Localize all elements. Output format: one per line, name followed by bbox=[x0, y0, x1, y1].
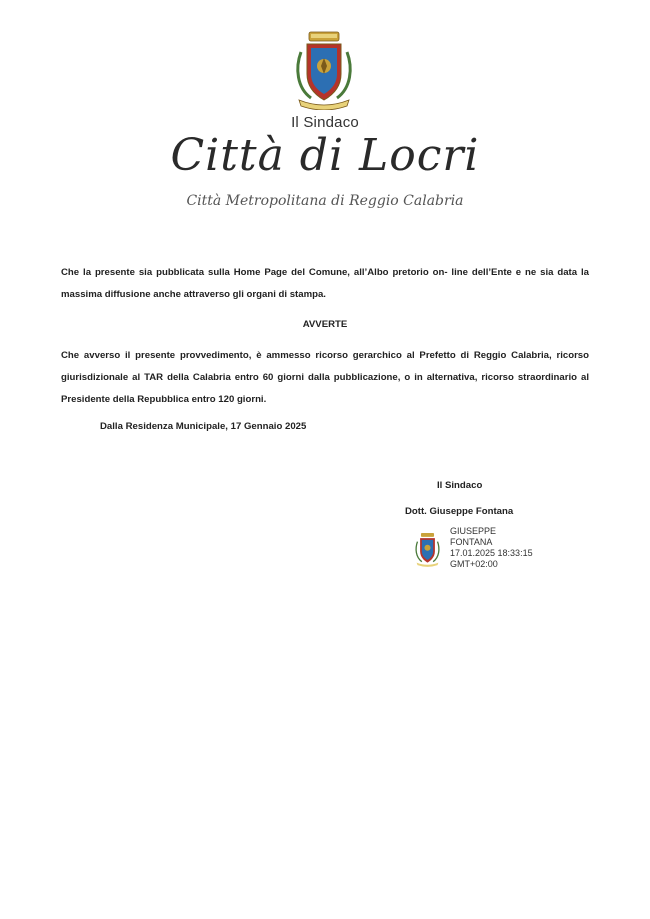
coat-of-arms-icon bbox=[293, 30, 355, 110]
stamp-coat-of-arms-icon bbox=[414, 531, 441, 568]
letterhead-city: Città di Locri bbox=[170, 130, 480, 181]
stamp-last-name: FONTANA bbox=[450, 537, 493, 547]
digital-signature-stamp bbox=[450, 526, 533, 570]
dateline: Dalla Residenza Municipale, 17 Gennaio 2025 bbox=[100, 421, 307, 432]
appeal-paragraph: Che avverso il presente provvedimento, è ammesso ricorso gerarchico al Prefetto di Reggio Calabria, ricorso giurisdizionale al TAR della Calabria entro 60 giorni dalla pubblicazione, o in alternativa, ricorso straordinario al Presidente della Repubblica entro 120 giorni. bbox=[61, 350, 589, 405]
section-heading: AVVERTE bbox=[302, 319, 348, 330]
signature-role: Il Sindaco bbox=[437, 480, 483, 491]
stamp-timezone: GMT+02:00 bbox=[450, 559, 498, 569]
letterhead-role: Il Sindaco bbox=[291, 114, 359, 131]
letterhead-subtitle: Città Metropolitana di Reggio Calabria bbox=[186, 193, 464, 209]
publication-paragraph: Che la presente sia pubblicata sulla Home Page del Comune, all’Albo pretorio on- line dell’Ente e ne sia data la massima diffusione anche attraverso gli organi di stampa. bbox=[61, 267, 589, 300]
signature-name: Dott. Giuseppe Fontana bbox=[405, 506, 514, 517]
stamp-datetime: 17.01.2025 18:33:15 bbox=[450, 548, 533, 558]
stamp-first-name: GIUSEPPE bbox=[450, 526, 497, 536]
